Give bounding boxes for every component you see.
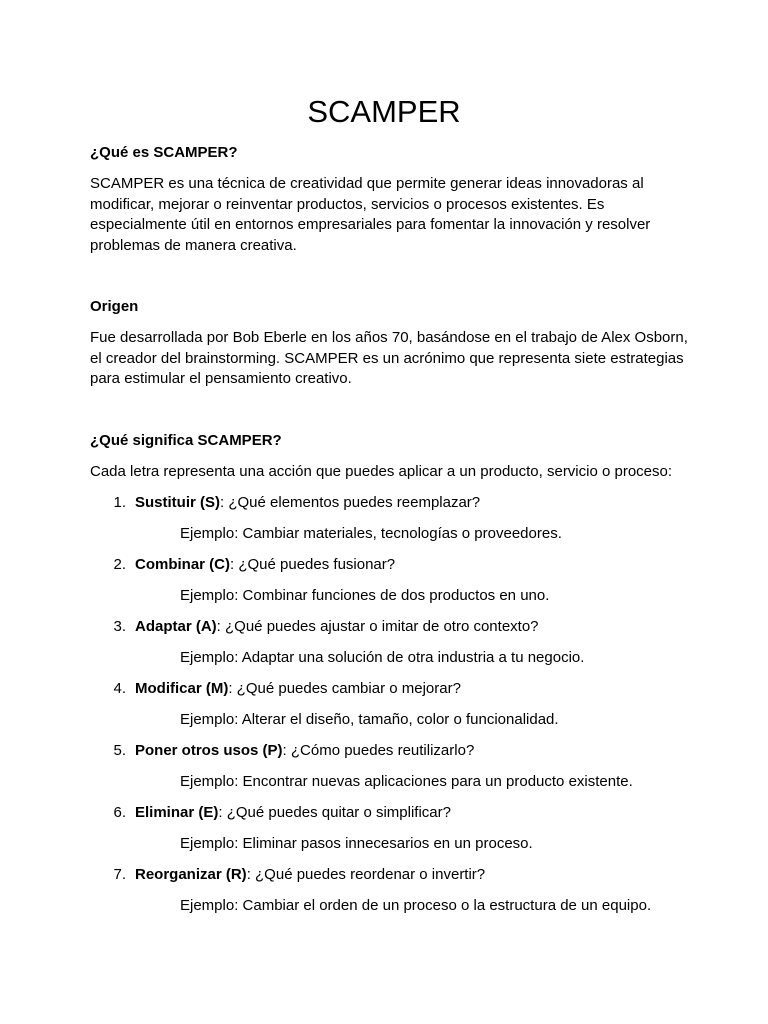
list-question: : ¿Qué puedes ajustar o imitar de otro contexto? bbox=[216, 618, 539, 635]
list-term: Reorganizar (R) bbox=[135, 866, 247, 883]
list-example: Ejemplo: Alterar el diseño, tamaño, color o funcionalidad. bbox=[180, 711, 559, 728]
list-item bbox=[90, 741, 690, 792]
list-item bbox=[90, 865, 690, 916]
list-term: Sustituir (S) bbox=[135, 494, 220, 511]
list-number: 6. bbox=[113, 804, 126, 821]
list-example: Ejemplo: Encontrar nuevas aplicaciones para un producto existente. bbox=[180, 773, 633, 790]
document-title: SCAMPER bbox=[307, 94, 461, 129]
section-heading-origin: Origen bbox=[90, 298, 139, 315]
list-question: : ¿Qué elementos puedes reemplazar? bbox=[220, 494, 481, 511]
list-term: Combinar (C) bbox=[135, 556, 230, 573]
list-number: 4. bbox=[113, 680, 126, 697]
list-term: Eliminar (E) bbox=[135, 804, 219, 821]
list-number: 7. bbox=[113, 866, 126, 883]
list-item bbox=[90, 555, 690, 606]
list-term: Poner otros usos (P) bbox=[135, 742, 283, 759]
list-example: Ejemplo: Cambiar materiales, tecnologías o proveedores. bbox=[180, 525, 562, 542]
list-question: : ¿Qué puedes fusionar? bbox=[230, 556, 396, 573]
list-example: Ejemplo: Combinar funciones de dos productos en uno. bbox=[180, 587, 550, 604]
section-heading-meaning: ¿Qué significa SCAMPER? bbox=[90, 431, 282, 449]
list-term: Modificar (M) bbox=[135, 680, 229, 697]
section-text-what-is: SCAMPER es una técnica de creatividad que permite generar ideas innovadoras al modificar, mejorar o reinventar productos, servicios o procesos existentes. Es especialmente útil en entornos empresariales para fomentar la innovación y resolver problemas de manera creativa. bbox=[90, 175, 651, 254]
document-page bbox=[90, 92, 690, 916]
list-question: : ¿Qué puedes cambiar o mejorar? bbox=[228, 680, 461, 697]
scamper-list bbox=[90, 493, 690, 916]
list-question: : ¿Qué puedes reordenar o invertir? bbox=[246, 866, 486, 883]
list-example: Ejemplo: Adaptar una solución de otra industria a tu negocio. bbox=[180, 649, 585, 666]
list-number: 2. bbox=[113, 556, 126, 573]
list-item bbox=[90, 803, 690, 854]
section-text-meaning: Cada letra representa una acción que puedes aplicar a un producto, servicio o proceso: bbox=[90, 462, 673, 480]
list-number: 5. bbox=[113, 742, 126, 759]
list-question: : ¿Cómo puedes reutilizarlo? bbox=[282, 742, 475, 759]
list-item bbox=[90, 679, 690, 730]
section-heading-what-is: ¿Qué es SCAMPER? bbox=[90, 144, 238, 161]
list-question: : ¿Qué puedes quitar o simplificar? bbox=[218, 804, 451, 821]
list-item bbox=[90, 617, 690, 668]
section-text-origin: Fue desarrollada por Bob Eberle en los años 70, basándose en el trabajo de Alex Osborn, el creador del brainstorming. SCAMPER es un acrónimo que representa siete estrategias para estimular el pensamiento creativo. bbox=[90, 329, 688, 387]
list-example: Ejemplo: Eliminar pasos innecesarios en un proceso. bbox=[180, 835, 533, 852]
list-example: Ejemplo: Cambiar el orden de un proceso o la estructura de un equipo. bbox=[180, 897, 652, 914]
list-number: 1. bbox=[113, 494, 126, 511]
list-number: 3. bbox=[113, 618, 126, 635]
list-term: Adaptar (A) bbox=[135, 618, 217, 635]
list-item bbox=[90, 493, 690, 544]
